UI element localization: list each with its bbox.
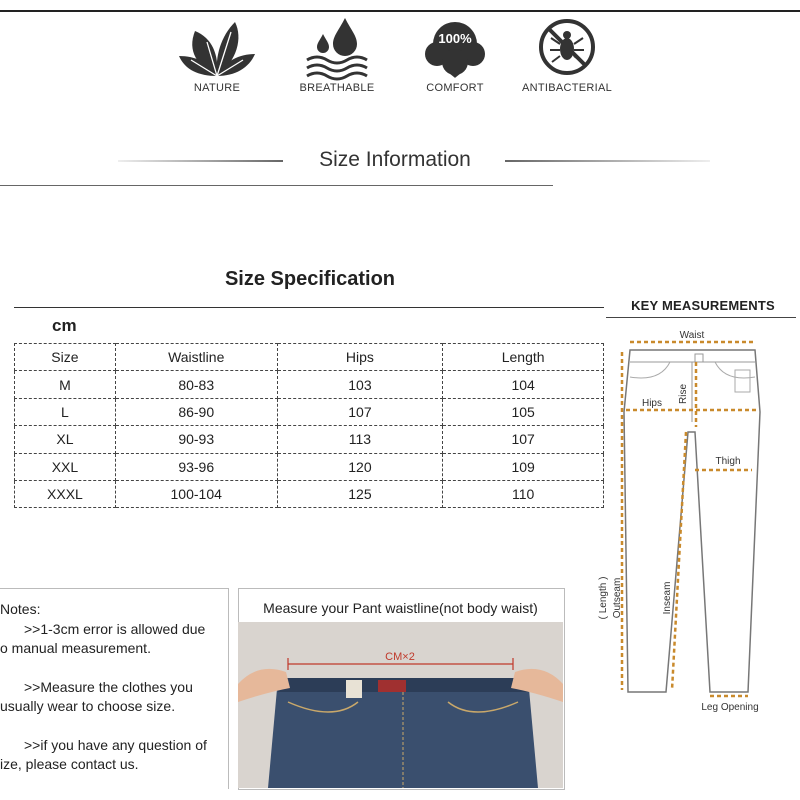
hips-cell: 107 [277,398,443,425]
feature-label: COMFORT [426,82,484,94]
water-drops-icon [297,16,377,78]
header-cell: Length [443,344,604,371]
waist-label: Waist [679,330,705,341]
length-cell: 107 [443,426,604,453]
table-row [15,398,604,425]
size-table [14,343,604,508]
rise-label: Rise [678,383,689,405]
hips-cell: 125 [277,480,443,507]
size-cell: M [15,371,116,398]
feature-nature [162,16,272,94]
feature-antibacterial [512,16,622,94]
feature-comfort [400,16,510,94]
note-line: ize, please contact us. [0,756,139,772]
table-header-row [15,344,604,371]
outseam-label: Outseam [612,577,623,619]
divider-right [505,160,710,162]
feature-breathable [282,16,392,94]
size-info-title: Size Information [319,148,471,171]
brand-patch [378,680,406,692]
header-underline [0,185,553,186]
cm-label: CM×2 [385,651,415,663]
note-line: >>if you have any question of [24,737,207,753]
notes-heading: Notes: [0,601,41,617]
spec-title: Size Specification [224,268,396,290]
length-cell: 104 [443,371,604,398]
note-line: o manual measurement. [0,640,151,656]
waist-cell: 80-83 [115,371,277,398]
waist-cell: 86-90 [115,398,277,425]
label-tag [346,680,362,698]
note-line: >>Measure the clothes you [24,679,193,695]
size-cell: L [15,398,116,425]
feature-label: ANTIBACTERIAL [521,82,613,94]
waist-cell: 100-104 [115,480,277,507]
comfort-badge: 100% [438,31,472,46]
table-row [15,426,604,453]
length-cell: 105 [443,398,604,425]
key-measurements-rule [606,317,796,318]
hips-label: Hips [641,398,663,409]
length-cell: 110 [443,480,604,507]
divider-left [118,160,283,162]
header-cell: Waistline [115,344,277,371]
unit-label: cm [52,316,77,335]
leg-opening-label: Leg Opening [701,702,759,713]
thigh-label: Thigh [715,456,741,467]
table-row [15,371,604,398]
feature-label: NATURE [193,82,241,94]
leaf-icon [177,16,257,78]
measure-title: Measure your Pant waistline(not body waist) [263,600,538,616]
size-cell: XXL [15,453,116,480]
feature-label: BREATHABLE [299,82,375,94]
size-cell: XXXL [15,480,116,507]
note-line: >>1-3cm error is allowed due [24,621,206,637]
top-border [0,10,800,12]
note-line: usually wear to choose size. [0,698,176,714]
length-label: ( Length ) [598,576,609,620]
hips-cell: 113 [277,426,443,453]
key-measurements-title: KEY MEASUREMENTS [631,298,775,313]
table-row [15,480,604,507]
header-cell: Hips [277,344,443,371]
waist-cell: 93-96 [115,453,277,480]
jeans-photo [238,622,563,788]
pants-diagram [600,322,800,722]
size-cell: XL [15,426,116,453]
header-cell: Size [15,344,116,371]
hips-cell: 120 [277,453,443,480]
waist-cell: 90-93 [115,426,277,453]
length-cell: 109 [443,453,604,480]
no-bug-icon [527,16,607,78]
hips-cell: 103 [277,371,443,398]
inseam-label: Inseam [662,581,673,615]
table-row [15,453,604,480]
cotton-icon [415,16,495,78]
spec-rule [14,307,604,308]
